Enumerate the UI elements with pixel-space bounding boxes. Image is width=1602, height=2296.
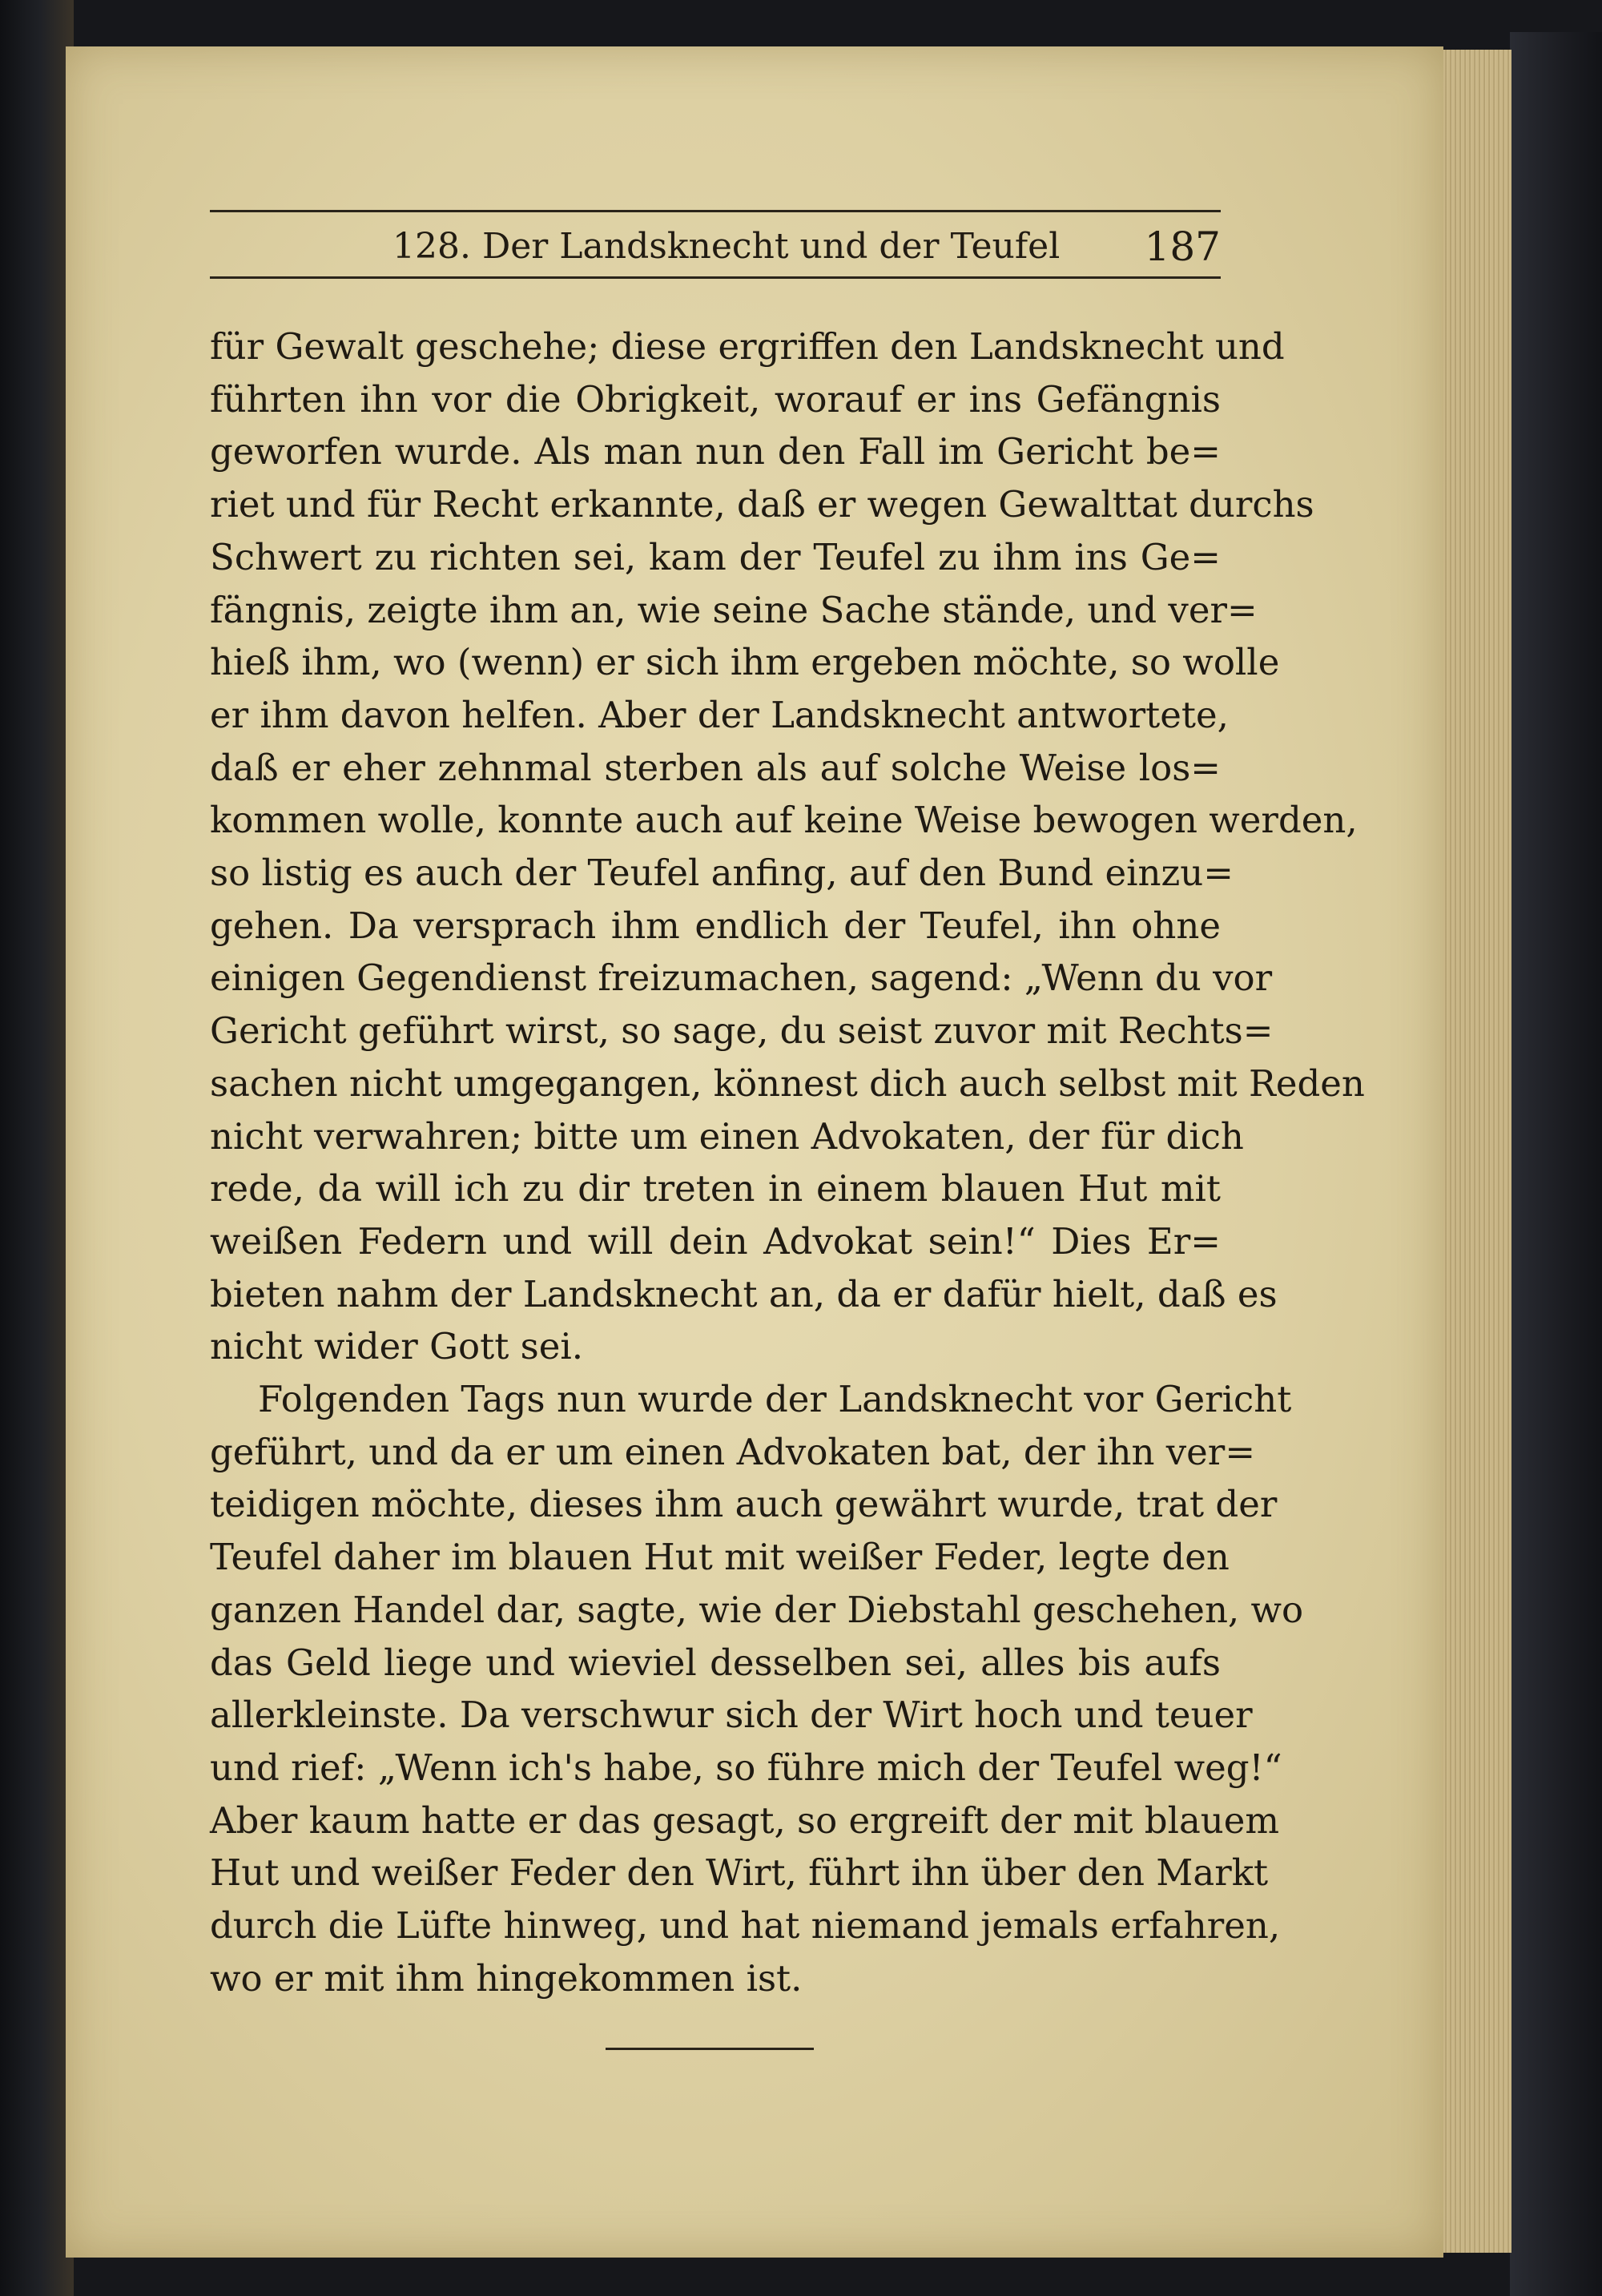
text-line: gehen. Da versprach ihm endlich der Teufel, ihn ohne	[210, 904, 1221, 947]
text-line: teidigen möchte, dieses ihm auch gewährt wurde, trat der	[210, 1483, 1278, 1526]
text-line: allerkleinste. Da verschwur sich der Wirt hoch und teuer	[210, 1694, 1253, 1737]
text-line: wo er mit ihm hingekommen ist.	[210, 1956, 803, 2000]
text-line: rede, da will ich zu dir treten in einem blauen Hut mit	[210, 1167, 1221, 1210]
text-line: sachen nicht umgegangen, könnest dich auch selbst mit Reden	[210, 1061, 1365, 1105]
text-line: Hut und weißer Feder den Wirt, führt ihn über den Markt	[210, 1851, 1269, 1895]
text-line: für Gewalt geschehe; diese ergriffen den Landsknecht und	[210, 325, 1285, 368]
paragraph-1	[210, 320, 1365, 1373]
text-line: hieß ihm, wo (wenn) er sich ihm ergeben möchte, so wolle	[210, 641, 1280, 684]
text-line: Teufel daher im blauen Hut mit weißer Feder, legte den	[210, 1536, 1230, 1579]
header-top-rule	[210, 210, 1221, 212]
book-cover-edge	[1510, 32, 1602, 2296]
text-line: Schwert zu richten sei, kam der Teufel zu ihm ins Ge=	[210, 535, 1221, 578]
text-line: riet und für Recht erkannte, daß er wegen Gewalttat durchs	[210, 483, 1314, 526]
text-line: führten ihn vor die Obrigkeit, worauf er ins Gefängnis	[210, 377, 1221, 421]
text-line: fängnis, zeigte ihm an, wie seine Sache stände, und ver=	[210, 588, 1258, 631]
text-line: und rief: „Wenn ich's habe, so führe mich der Teufel weg!“	[210, 1746, 1282, 1789]
text-line: geführt, und da er um einen Advokaten bat, der ihn ver=	[210, 1430, 1256, 1473]
page-number: 187	[1144, 224, 1221, 270]
text-line: einigen Gegendienst freizumachen, sagend: „Wenn du vor	[210, 957, 1273, 1000]
text-line: er ihm davon helfen. Aber der Landsknecht antwortete,	[210, 693, 1229, 736]
text-line: so listig es auch der Teufel anfing, auf den Bund einzu=	[210, 852, 1234, 895]
text-line: kommen wolle, konnte auch auf keine Weise bewogen werden,	[210, 799, 1358, 842]
text-line: bieten nahm der Landsknecht an, da er dafür hielt, daß es	[210, 1272, 1278, 1315]
text-line: durch die Lüfte hinweg, und hat niemand jemals erfahren,	[210, 1904, 1281, 1948]
paragraph-2	[210, 1373, 1304, 2004]
left-binding-edge	[0, 0, 74, 2296]
text-line: ganzen Handel dar, sagte, wie der Diebstahl geschehen, wo	[210, 1588, 1304, 1631]
text-line: das Geld liege und wieviel desselben sei, alles bis aufs	[210, 1641, 1221, 1684]
running-header-title: 128. Der Landsknecht und der Teufel	[392, 226, 1061, 267]
body-text	[210, 320, 1365, 2005]
end-of-story-rule	[606, 2048, 814, 2050]
text-line: nicht wider Gott sei.	[210, 1325, 584, 1368]
text-line: Folgenden Tags nun wurde der Landsknecht vor Gericht	[258, 1378, 1292, 1421]
text-line: daß er eher zehnmal sterben als auf solche Weise los=	[210, 746, 1221, 789]
header-bottom-rule	[210, 276, 1221, 279]
text-line: Gericht geführt wirst, so sage, du seist zuvor mit Rechts=	[210, 1009, 1274, 1053]
text-line: nicht verwahren; bitte um einen Advokaten, der für dich	[210, 1114, 1244, 1158]
text-line: geworfen wurde. Als man nun den Fall im Gericht be=	[210, 430, 1221, 473]
text-line: Aber kaum hatte er das gesagt, so ergreift der mit blauem	[210, 1799, 1280, 1842]
text-line: weißen Federn und will dein Advokat sein!“ Dies Er=	[210, 1219, 1221, 1263]
